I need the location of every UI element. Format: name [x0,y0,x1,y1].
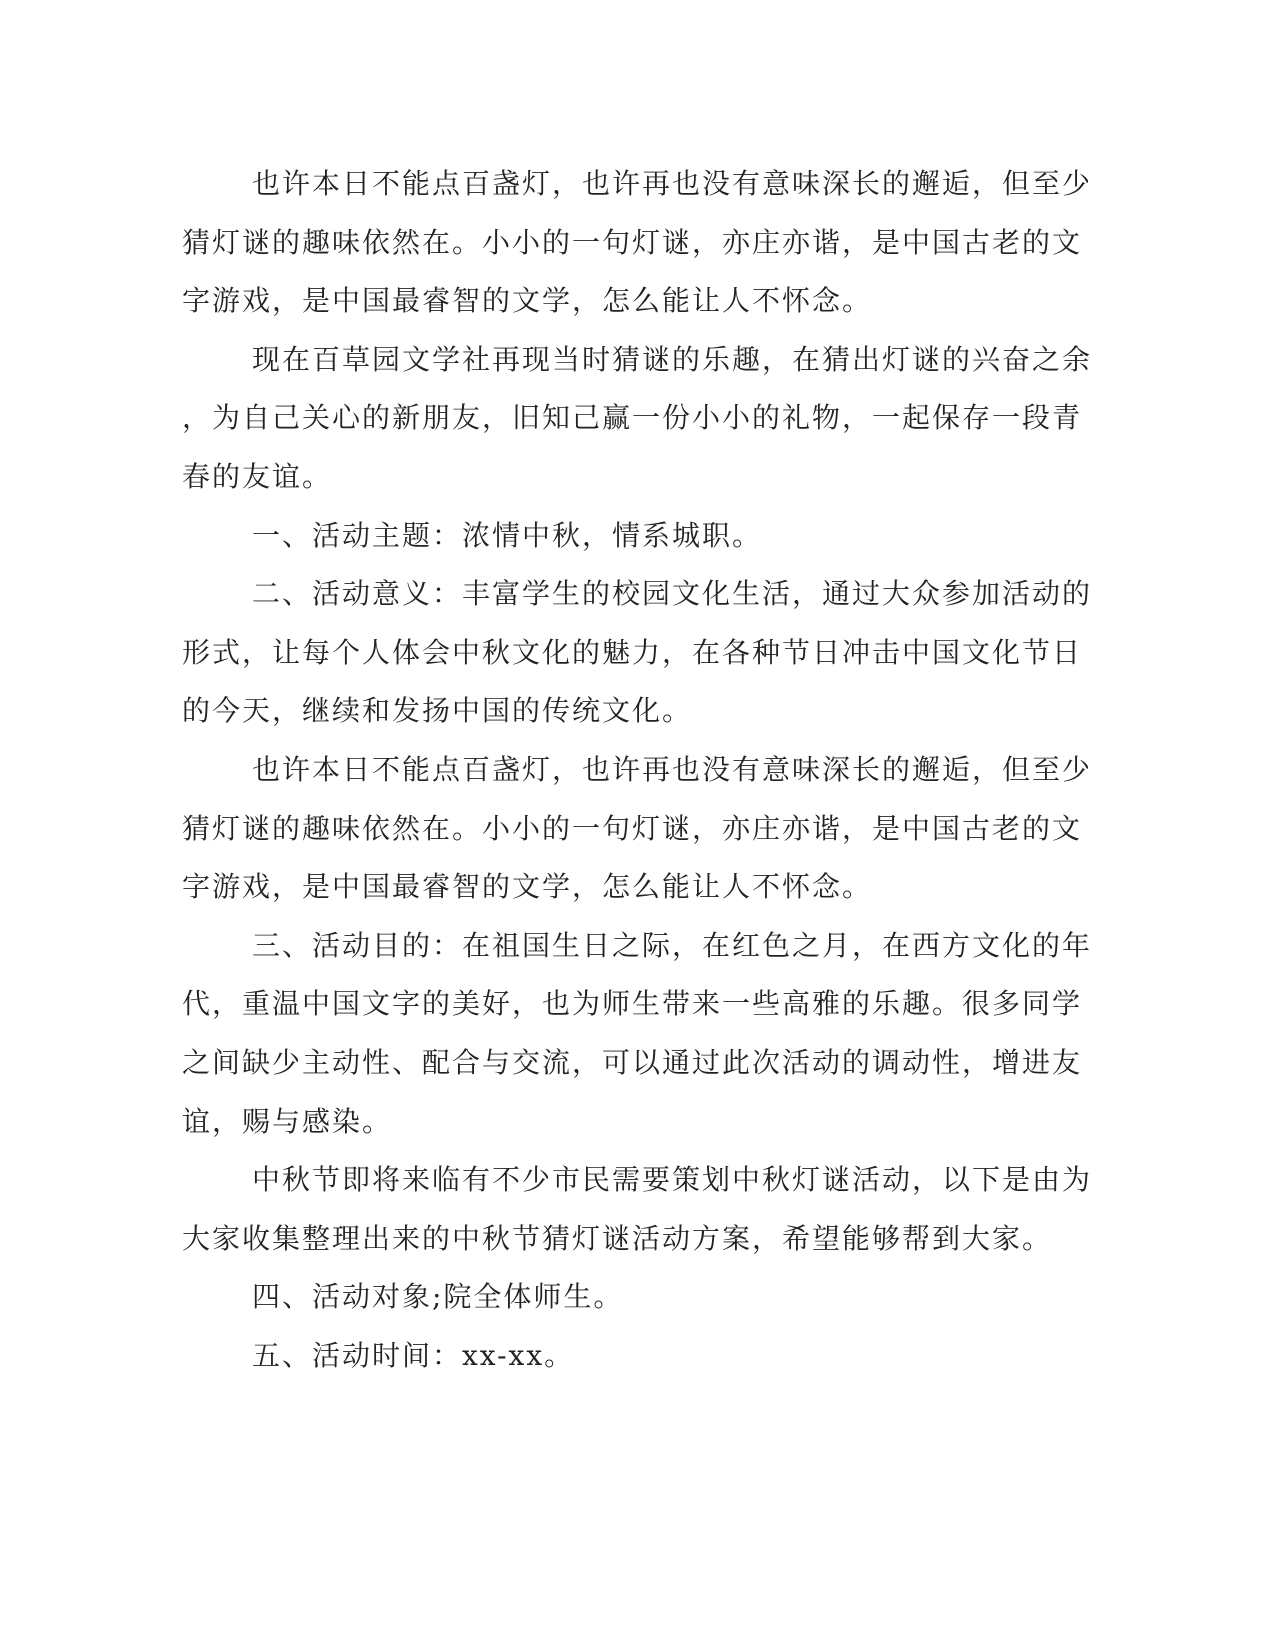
text-line: 猜灯谜的趣味依然在。小小的一句灯谜，亦庄亦谐，是中国古老的文 [182,811,1083,845]
paragraph-activity-purpose [182,917,1093,1151]
text-line: 大家收集整理出来的中秋节猜灯谜活动方案，希望能够帮到大家。 [182,1221,1053,1255]
text-line: 也许本日不能点百盏灯，也许再也没有意味深长的邂逅，但至少 [252,752,1093,786]
text-line: 谊，赐与感染。 [182,1104,393,1138]
text-line: 之间缺少主动性、配合与交流，可以通过此次活动的调动性，增进友 [182,1045,1083,1079]
text-line: ，为自己关心的新朋友，旧知己赢一份小小的礼物，一起保存一段青 [182,401,1083,435]
text-line: 现在百草园文学社再现当时猜谜的乐趣，在猜出灯谜的兴奋之余 [252,342,1093,376]
text-line: 中秋节即将来临有不少市民需要策划中秋灯谜活动，以下是由为 [252,1163,1093,1197]
paragraph-lantern-intro [182,155,1093,331]
document-body [182,155,1093,1385]
paragraph-activity-significance [182,565,1093,741]
text-line: 代，重温中国文字的美好，也为师生带来一些高雅的乐趣。很多同学 [182,987,1083,1021]
paragraph-activity-time [182,1327,1030,1386]
paragraph-mid-autumn-plan [182,1151,1093,1268]
paragraph-activity-audience [182,1268,1030,1327]
text-line: 春的友谊。 [182,459,333,493]
text-line: 三、活动目的：在祖国生日之际，在红色之月，在西方文化的年 [252,928,1093,962]
text-line: 四、活动对象;院全体师生。 [252,1280,624,1314]
paragraph-activity-theme [182,507,1030,566]
text-line: 字游戏，是中国最睿智的文学，怎么能让人不怀念。 [182,284,873,318]
paragraph-lantern-repeat [182,741,1093,917]
paragraph-literature-club [182,331,1093,507]
text-line: 的今天，继续和发扬中国的传统文化。 [182,694,693,728]
text-line: 一、活动主题：浓情中秋，情系城职。 [252,518,763,552]
text-line: 也许本日不能点百盏灯，也许再也没有意味深长的邂逅，但至少 [252,167,1093,200]
text-line: 形式，让每个人体会中秋文化的魅力，在各种节日冲击中国文化节日 [182,635,1083,669]
text-line: 猜灯谜的趣味依然在。小小的一句灯谜，亦庄亦谐，是中国古老的文 [182,225,1083,259]
text-line: 字游戏，是中国最睿智的文学，怎么能让人不怀念。 [182,870,873,904]
text-line: 二、活动意义：丰富学生的校园文化生活，通过大众参加活动的 [252,577,1093,611]
text-line: 五、活动时间：xx-xx。 [252,1338,575,1372]
